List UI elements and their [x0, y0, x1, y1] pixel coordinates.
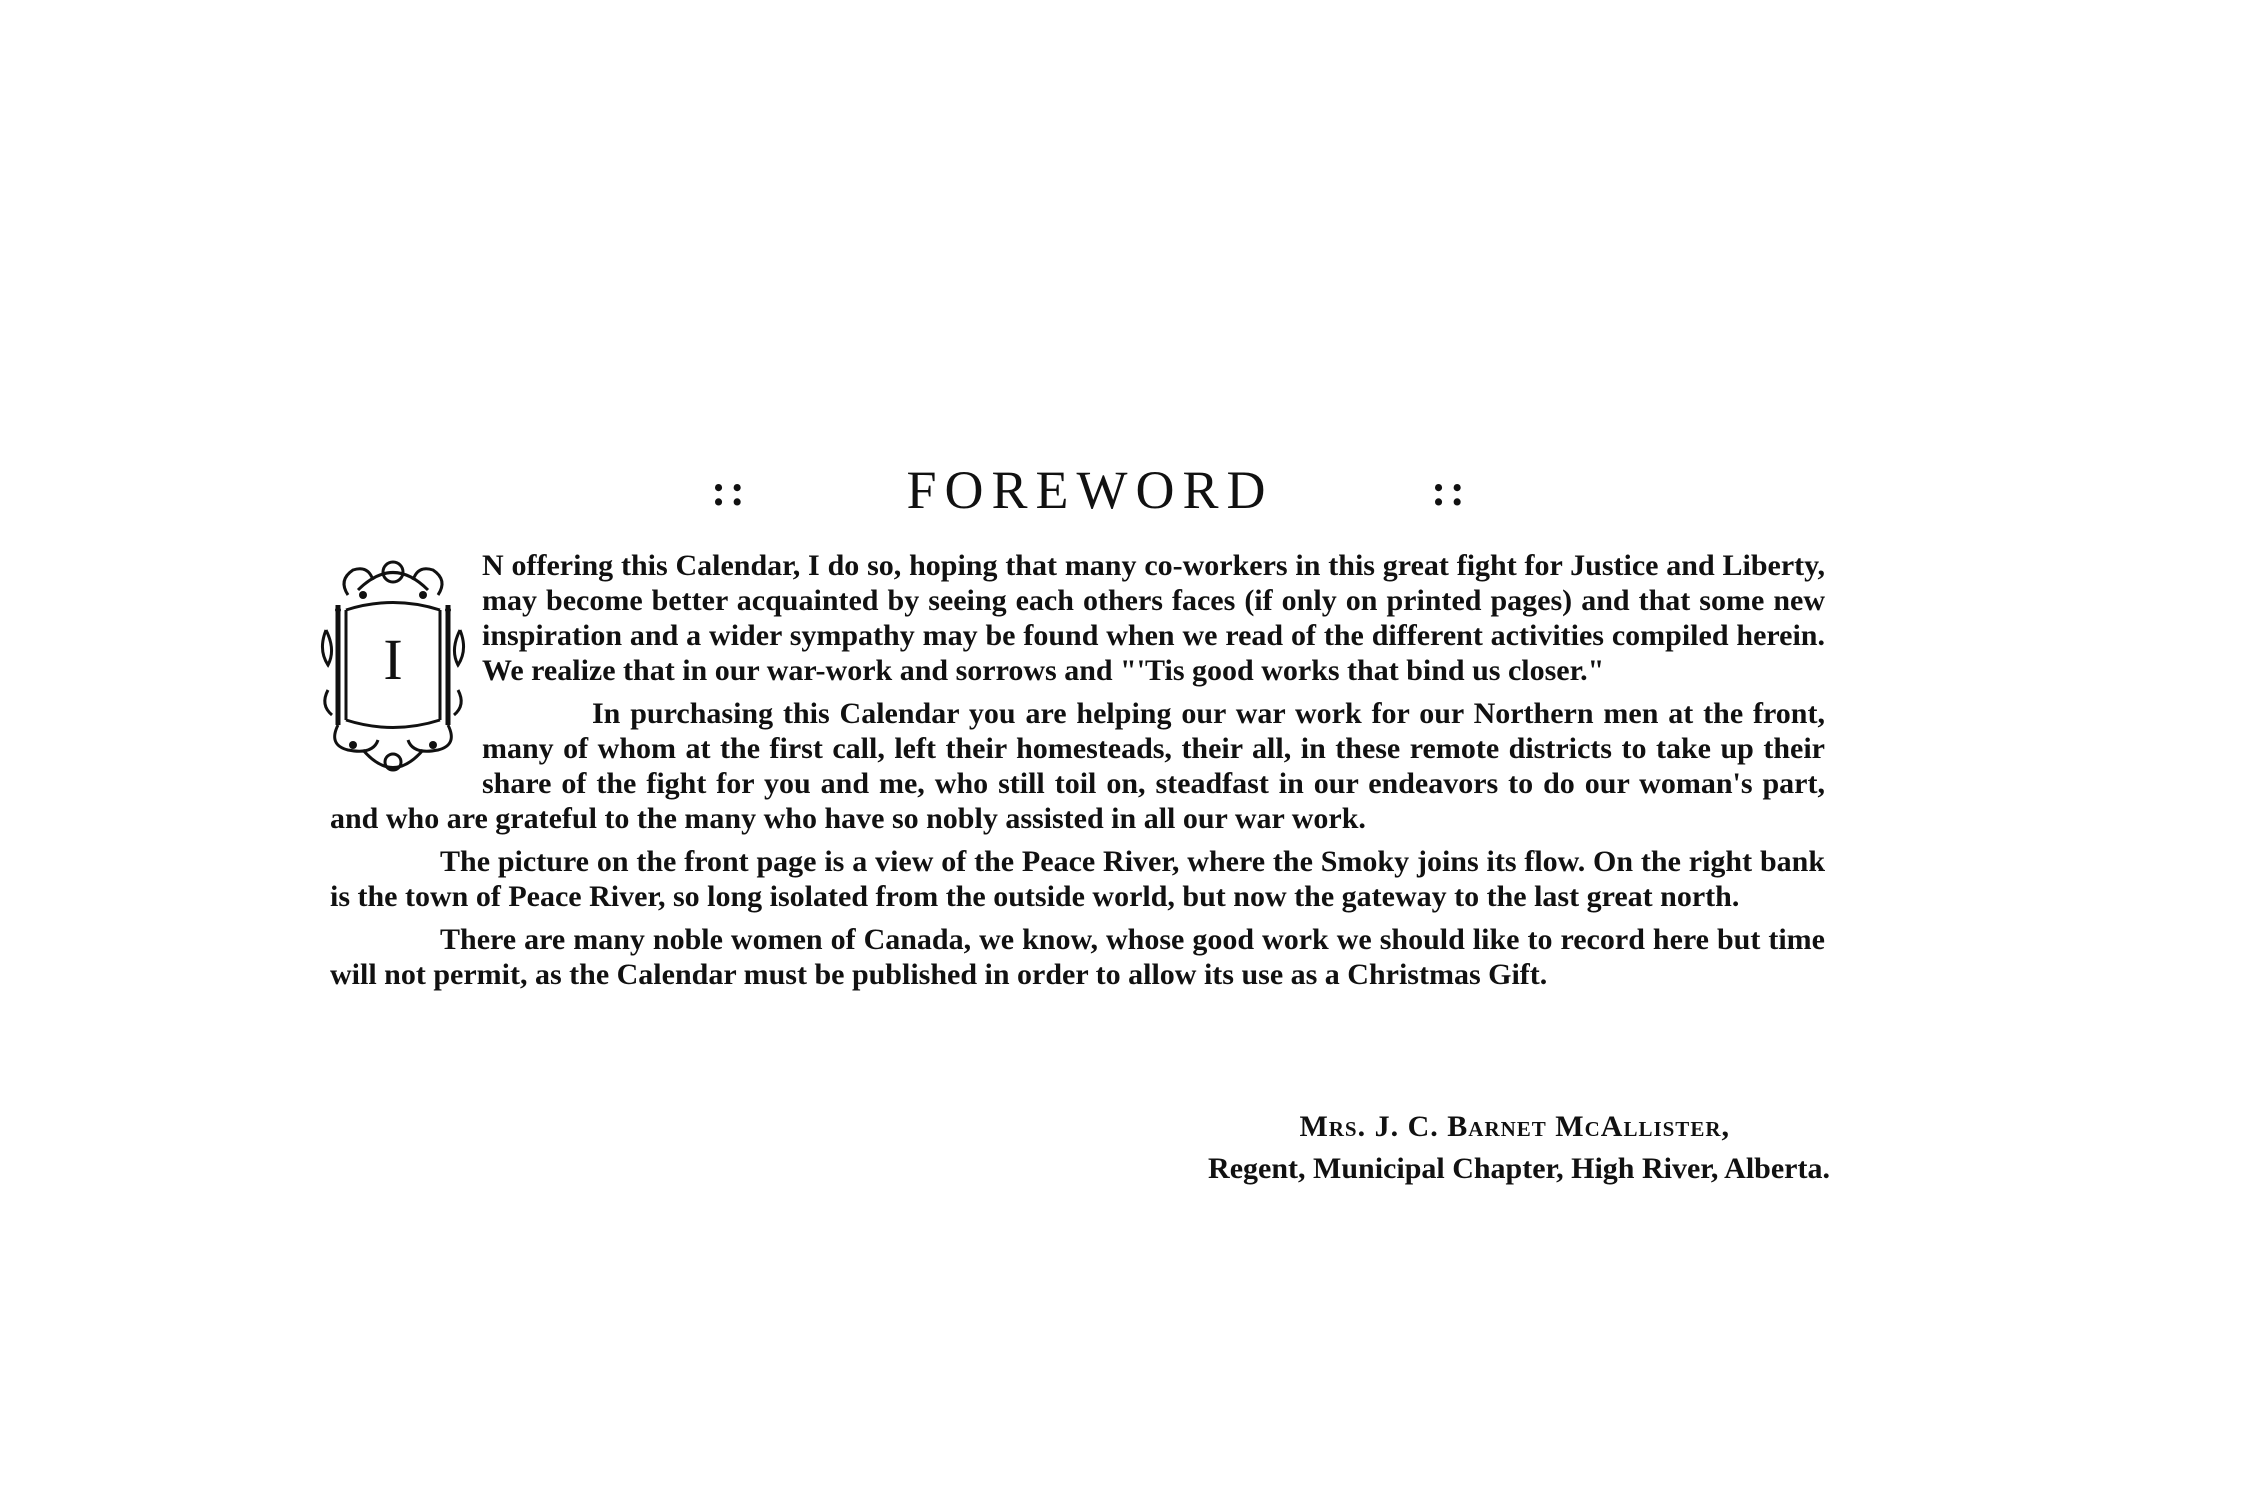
- signature-name: Mrs. J. C. Barnet McAllister,: [1299, 1110, 1730, 1143]
- heading-left-ornament: ::: [711, 465, 749, 515]
- paragraph-3: The picture on the front page is a view of the Peace River, where the Smoky joins its flow. On the right bank is the town of Peace River, so long isolated from the outside world, but now the gateway to the last great north.: [330, 845, 1825, 913]
- page-title: FOREWORD: [906, 460, 1274, 520]
- paragraph-4: There are many noble women of Canada, we know, whose good work we should like to record here but time will not permit, as the Calendar must be published in order to allow its use as a Christmas Gift.: [330, 923, 1825, 991]
- signature-title: Regent, Municipal Chapter, High River, Alberta.: [1208, 1152, 1830, 1185]
- heading-right-ornament: ::: [1431, 465, 1469, 515]
- ornamental-frame-icon: [318, 550, 468, 780]
- foreword-body: [330, 548, 1825, 1000]
- paragraph-2: In purchasing this Calendar you are helping our war work for our Northern men at the front, many of whom at the first call, left their homesteads, their all, in these remote districts to take up their share of the fight for you and me, who still toil on, steadfast in our endeavors to do our woman's part, and who are grateful to the many who have so nobly assisted in all our war work.: [330, 697, 1825, 835]
- heading: [700, 455, 1480, 525]
- paragraph-1: N offering this Calendar, I do so, hoping that many co-workers in this great fight for Justice and Liberty, may become better acquainted by seeing each others faces (if only on printed pages) and that some new inspiration and a wider sympathy may be found when we read of the different activities compiled herein. We realize that in our war-work and sorrows and "'Tis good works that bind us closer.": [482, 549, 1825, 687]
- dropcap-letter: I: [383, 627, 403, 692]
